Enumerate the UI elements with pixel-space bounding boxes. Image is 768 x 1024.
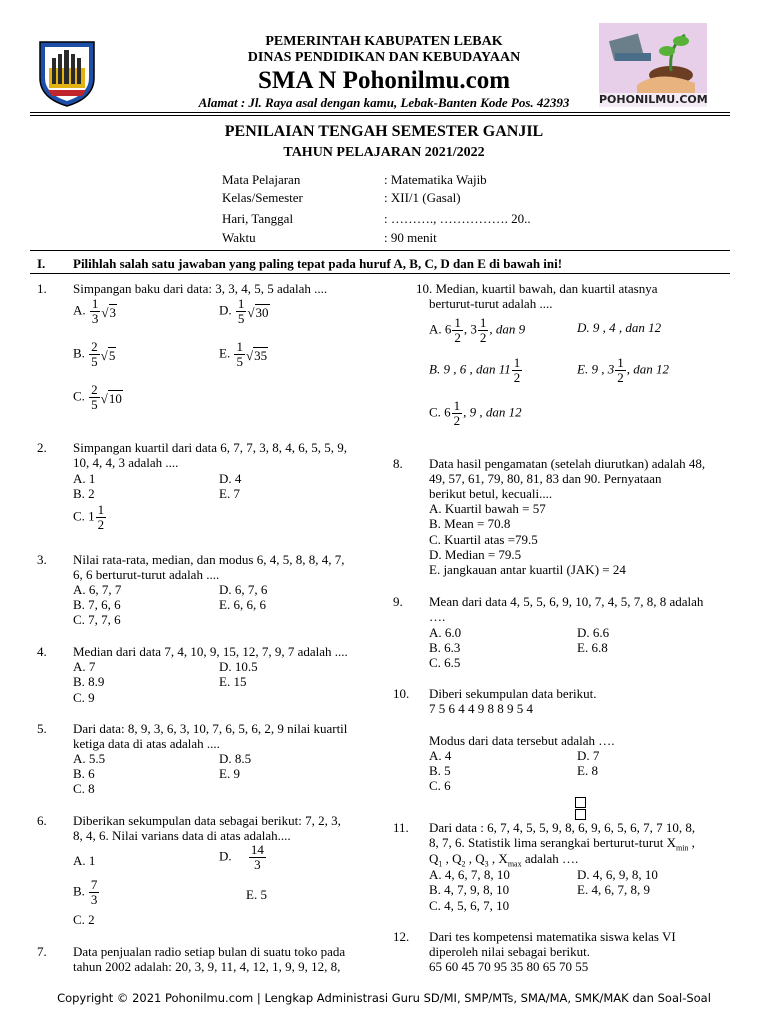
option-c	[429, 399, 522, 428]
option-e	[577, 356, 669, 385]
section-divider	[30, 273, 730, 274]
option-mid: , 3	[463, 321, 477, 337]
question-text: 10, 4, 4, 3 adalah ....	[73, 455, 179, 470]
option-e: E. 6.8	[577, 640, 608, 655]
question-number: 1.	[37, 281, 47, 296]
question-text: Diberi sekumpulan data berikut.	[429, 686, 597, 701]
option-d	[219, 843, 267, 872]
option-c: C. 6	[429, 778, 451, 793]
option-d	[219, 297, 270, 326]
school-name: SMA N Pohonilmu.com	[257, 67, 511, 94]
info-label: Hari, Tanggal	[222, 211, 294, 226]
question-number: 4.	[37, 644, 47, 659]
question-text: Dari tes kompetensi matematika siswa kelas VI	[429, 929, 676, 944]
option-d: D. 4, 6, 9, 8, 10	[577, 867, 658, 882]
option-e: E. 8	[577, 763, 598, 778]
question-text: Simpangan kuartil dari data 6, 7, 7, 3, 8, 4, 6, 5, 5, 9,	[73, 440, 348, 455]
question-number: 3.	[37, 552, 47, 567]
question-text-part: ,	[688, 835, 695, 850]
question-text: 10. Median, kuartil bawah, dan kuartil atasnya	[416, 281, 658, 296]
fraction: $\frac{1}{5}$	[237, 296, 245, 326]
option-c: C. 8	[73, 781, 95, 796]
option-b	[73, 340, 116, 369]
option-c	[73, 503, 107, 532]
question-text: ….	[429, 609, 446, 624]
copyright-footer: Copyright © 2021 Pohonilmu.com | Lengkap Administrasi Guru SD/MI, SMP/MTs, SMA/MA, SMK/MAK dan Soal-Soal	[57, 991, 711, 1005]
subscript: max	[507, 859, 522, 869]
question-text: Dari data: 8, 9, 3, 6, 3, 10, 7, 6, 5, 6, 2, 9 nilai kuartil	[73, 721, 348, 736]
option-label: B. 9 , 6 , dan 11	[429, 361, 511, 377]
option-label: E. 9 , 3	[577, 361, 615, 377]
option-label: A.	[73, 302, 86, 318]
option-a: A. Kuartil bawah = 57	[429, 501, 546, 516]
option-tail: , dan 9	[489, 321, 526, 337]
option-e: E. 9	[219, 766, 240, 781]
info-value: : ………., ……………. 20..	[384, 211, 531, 226]
option-e	[219, 340, 268, 369]
sqrt: √3	[101, 304, 117, 320]
question-text: Modus dari data tersebut adalah ….	[429, 733, 615, 748]
option-a: A. 7	[73, 659, 96, 674]
section-divider	[30, 250, 730, 251]
sqrt: √5	[100, 347, 116, 363]
option-e: E. 4, 6, 7, 8, 9	[577, 882, 650, 897]
question-number: 9.	[393, 594, 403, 609]
question-text: 7 5 6 4 4 9 8 8 9 5 4	[429, 701, 533, 716]
question-text: Data penjualan radio setiap bulan di suatu toko pada	[73, 944, 346, 959]
option-tail: , 9 , dan 12	[463, 404, 522, 420]
info-label: Kelas/Semester	[222, 190, 303, 205]
option-label: C.	[73, 388, 85, 404]
fraction: $\frac{7}{3}$	[90, 877, 98, 907]
subscript: 1	[438, 859, 443, 869]
question-text: 8, 4, 6. Nilai varians data di atas adalah....	[73, 828, 291, 843]
info-label: Mata Pelajaran	[222, 172, 301, 187]
fraction: $\frac{2}{5}$	[91, 382, 98, 412]
option-d: D. 6, 7, 6	[219, 582, 268, 597]
section-number: I.	[37, 256, 46, 271]
info-value: : XII/1 (Gasal)	[384, 190, 461, 205]
option-label: B.	[73, 883, 85, 899]
fraction: $\frac{1}{2}$	[513, 355, 521, 385]
option-tail: , dan 12	[626, 361, 669, 377]
option-b: B. 2	[73, 486, 95, 501]
option-d: D. 7	[577, 748, 600, 763]
option-e: E. 6, 6, 6	[219, 597, 266, 612]
fraction: $\frac{1}{2}$	[617, 355, 624, 385]
option-b: B. 4, 7, 9, 8, 10	[429, 882, 510, 897]
header-line2: DINAS PENDIDIKAN DAN KEBUDAYAAN	[247, 50, 521, 65]
fraction: $\frac{2}{5}$	[91, 339, 98, 369]
regency-logo	[36, 38, 98, 108]
question-number: 12.	[393, 929, 410, 944]
option-b: B. 5	[429, 763, 451, 778]
option-b	[429, 356, 523, 385]
question-text: 49, 57, 61, 79, 80, 81, 83 dan 90. Pernyataan	[429, 471, 662, 486]
option-c: C. 4, 5, 6, 7, 10	[429, 898, 510, 913]
header-divider	[30, 112, 730, 113]
question-text: Data hasil pengamatan (setelah diurutkan) adalah 48,	[429, 456, 706, 471]
question-text: berikut betul, kecuali....	[429, 486, 553, 501]
fraction: $\frac{1}{2}$	[454, 315, 461, 345]
fraction: $\frac{1}{3}$	[91, 296, 99, 326]
question-text: diperoleh nilai sebagai berikut.	[429, 944, 591, 959]
sqrt: √35	[245, 347, 268, 363]
option-label: E.	[219, 345, 231, 361]
option-d: D. 6.6	[577, 625, 610, 640]
option-d: D. 10.5	[219, 659, 258, 674]
question-text: berturut-turut adalah ....	[429, 296, 553, 311]
option-b: B. 6.3	[429, 640, 461, 655]
question-text: $Q_1$ , $Q_2$ , $Q_3$ , $X_{max}$ adalah ….	[429, 851, 579, 869]
option-a: A. 1	[73, 471, 96, 486]
question-text: Simpangan baku dari data: 3, 3, 4, 5, 5 adalah ....	[73, 281, 328, 296]
fraction: $\frac{1}{2}$	[453, 398, 461, 428]
option-c: C. 7, 7, 6	[73, 612, 121, 627]
option-b: B. Mean = 70.8	[429, 516, 511, 531]
subscript: min	[675, 843, 689, 853]
option-label: C. 1	[73, 508, 95, 524]
subscript: 2	[461, 859, 466, 869]
question-text-part: 8, 7, 6. Statistik lima serangkai berturut-turut X	[429, 835, 676, 850]
question-number: 11.	[393, 820, 409, 835]
question-text-part: adalah ….	[521, 851, 579, 866]
sqrt: √30	[247, 304, 269, 320]
option-label: D.	[219, 302, 232, 318]
option-c: C. Kuartil atas =79.5	[429, 532, 538, 547]
info-value: : 90 menit	[384, 230, 437, 245]
question-number: 6.	[37, 813, 47, 828]
q-symbol: Q	[475, 851, 485, 866]
question-number: 8.	[393, 456, 403, 471]
option-c: C. 9	[73, 690, 95, 705]
option-label: B.	[73, 345, 85, 361]
option-b	[73, 878, 100, 907]
option-a: A. 1	[73, 853, 96, 868]
question-text: Mean dari data 4, 5, 5, 6, 9, 10, 7, 4, 5, 7, 8, 8 adalah	[429, 594, 704, 609]
option-a	[429, 316, 525, 345]
x-symbol: X	[498, 851, 508, 866]
option-a: A. 6.0	[429, 625, 462, 640]
option-c: C. 2	[73, 912, 95, 927]
option-b: B. 8.9	[73, 674, 105, 689]
option-d: D. 4	[219, 471, 242, 486]
fraction: $\frac{14}{3}$	[250, 842, 264, 872]
option-a	[73, 297, 117, 326]
option-a: A. 4	[429, 748, 452, 763]
fraction: $\frac{1}{2}$	[479, 315, 487, 345]
question-number: 7.	[37, 944, 47, 959]
option-c: C. 6.5	[429, 655, 461, 670]
option-label: A. 6	[429, 321, 452, 337]
question-text: 6, 6 berturut-turut adalah ....	[73, 567, 220, 582]
question-text: 65 60 45 70 95 35 80 65 70 55	[429, 959, 589, 974]
option-e: E. 15	[219, 674, 247, 689]
option-e: E. 5	[246, 887, 267, 902]
question-number: 5.	[37, 721, 47, 736]
option-e: E. 7	[219, 486, 240, 501]
question-text: Diberikan sekumpulan data sebagai berikut: 7, 2, 3,	[73, 813, 341, 828]
option-c	[73, 383, 123, 412]
header-line1: PEMERINTAH KABUPATEN LEBAK	[265, 34, 503, 49]
q-symbol: Q	[452, 851, 462, 866]
question-number: 2.	[37, 440, 47, 455]
fraction: $\frac{1}{5}$	[236, 339, 243, 369]
info-value: : Matematika Wajib	[384, 172, 487, 187]
question-text: ketiga data di atas adalah ....	[73, 736, 220, 751]
header-divider-thin	[30, 115, 730, 116]
question-number: 10.	[393, 686, 410, 701]
option-b: B. 6	[73, 766, 95, 781]
option-label: D. 9 , 4 , dan 12	[577, 320, 662, 335]
question-text: Nilai rata-rata, median, dan modus 6, 4, 5, 8, 8, 4, 7,	[73, 552, 345, 567]
option-a: A. 6, 7, 7	[73, 582, 122, 597]
option-d: D. 8.5	[219, 751, 252, 766]
pohonilmu-logo	[599, 23, 707, 107]
option-d	[577, 320, 661, 335]
subscript: 3	[484, 859, 489, 869]
fraction: $\frac{1}{2}$	[97, 502, 105, 532]
option-a: A. 4, 6, 7, 8, 10	[429, 867, 510, 882]
option-e: E. jangkauan antar kuartil (JAK) = 24	[429, 562, 626, 577]
option-a: A. 5.5	[73, 751, 106, 766]
question-text: Dari data : 6, 7, 4, 5, 5, 9, 8, 6, 9, 6, 5, 6, 7, 7 10, 8,	[429, 820, 696, 835]
pohonilmu-logo-text: POHONILMU.COM	[599, 93, 708, 106]
option-label: D.	[219, 848, 232, 864]
info-label: Waktu	[222, 230, 256, 245]
school-address: Alamat : Jl. Raya asal dengan kamu, Lebak-Banten Kode Pos. 42393	[198, 95, 570, 110]
exam-title: PENILAIAN TENGAH SEMESTER GANJIL	[224, 123, 544, 140]
option-d: D. Median = 79.5	[429, 547, 522, 562]
question-text: tahun 2002 adalah: 20, 3, 9, 11, 4, 12, 1, 9, 9, 12, 8,	[73, 959, 341, 974]
q-symbol: Q	[429, 851, 439, 866]
exam-year: TAHUN PELAJARAN 2021/2022	[283, 145, 485, 160]
option-label: C. 6	[429, 404, 451, 420]
option-b: B. 7, 6, 6	[73, 597, 121, 612]
sqrt: √10	[100, 390, 122, 406]
section-instruction: Pilihlah salah satu jawaban yang paling tepat pada huruf A, B, C, D dan E di bawah ini!	[73, 256, 563, 271]
question-text: Median dari data 7, 4, 10, 9, 15, 12, 7, 9, 7 adalah ....	[73, 644, 348, 659]
